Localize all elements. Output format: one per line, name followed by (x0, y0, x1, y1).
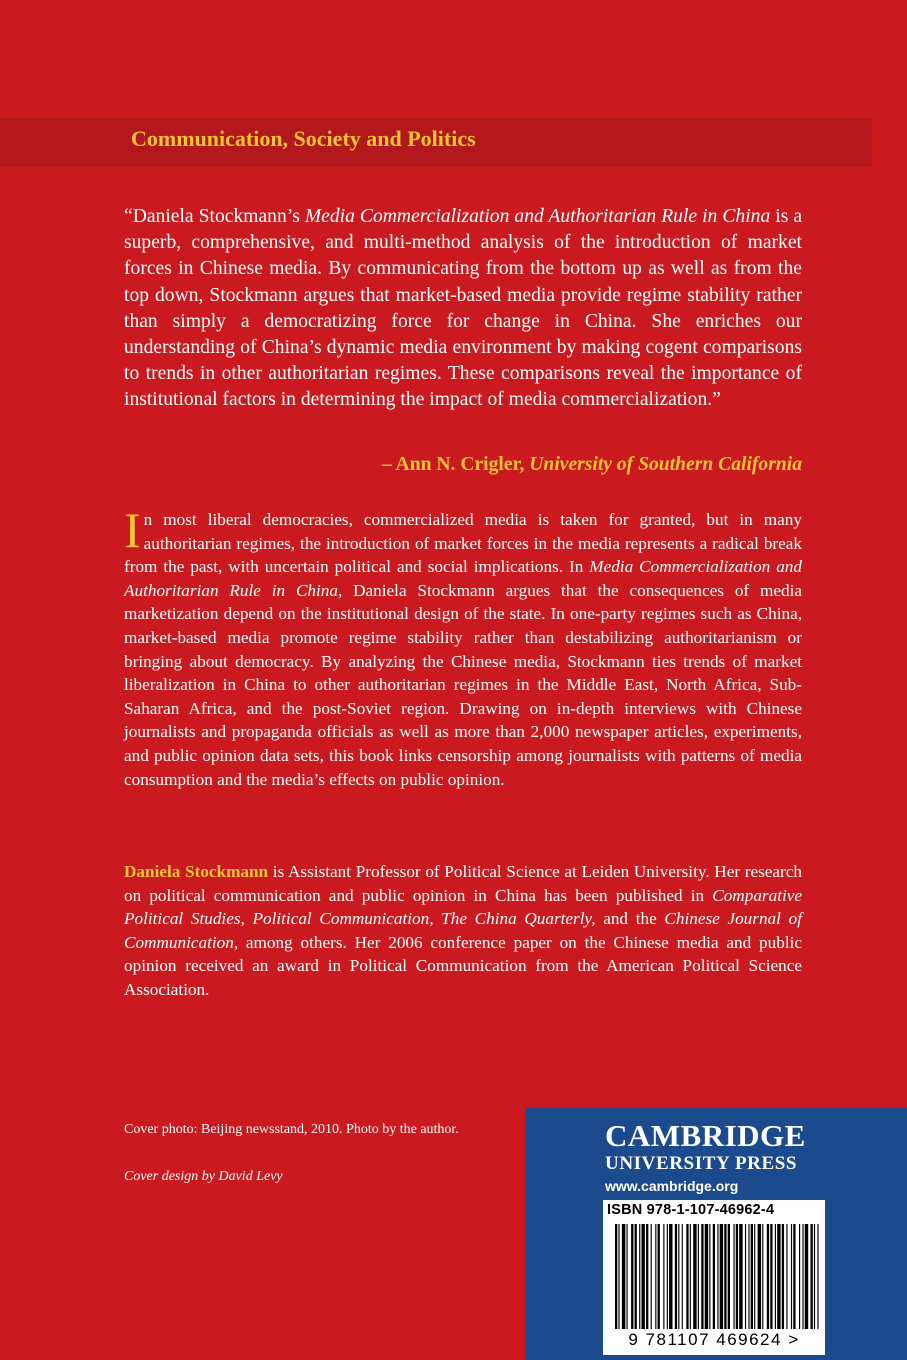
barcode-bar (667, 1224, 668, 1329)
barcode-bar (720, 1224, 723, 1329)
barcode-bar (641, 1224, 644, 1329)
barcode-bar (786, 1224, 787, 1329)
barcode-bar (739, 1224, 742, 1329)
barcode-bar (709, 1224, 710, 1329)
barcode-bar (635, 1224, 637, 1329)
barcode-bar (728, 1224, 730, 1329)
barcode-bar (627, 1224, 628, 1329)
bio-text-2: and the (595, 909, 665, 929)
ean-digits: 9 781107 469624 > (628, 1330, 800, 1349)
barcode-bar (724, 1224, 726, 1329)
quote-author: – Ann N. Crigler, (381, 454, 530, 475)
barcode-bar (701, 1224, 703, 1329)
barcode-bar (698, 1224, 699, 1329)
barcode-bar (762, 1224, 763, 1329)
barcode-bar (770, 1224, 772, 1329)
barcode-bar (748, 1224, 749, 1329)
barcode-bar (669, 1224, 672, 1329)
barcode-bar (777, 1224, 780, 1329)
quote-text: is a superb, comprehensive, and multi-method analysis of the introduction of market forces in Chinese media. By communicating from the bottom up as well as from the top down, Stockmann argues that market-based media provide regime stability rather than simply a democratizing force for change in China. She enriches our understanding of China’s dynamic media environment by making cogent comparisons to trends in other authoritarian regimes. These comparisons reveal the importance of institutional factors in determining the impact of media commercialization.” (124, 206, 803, 411)
author-name: Daniela Stockmann (124, 862, 269, 881)
barcode-bar (646, 1224, 648, 1329)
photo-credit: Cover photo: Beijing newsstand, 2010. Photo by the author. (124, 1122, 459, 1137)
barcode-bar (793, 1224, 795, 1329)
barcode-bar (736, 1224, 738, 1329)
description-book-title: Media Commercialization and Authoritarian Rule in China, (124, 557, 802, 600)
barcode-bar (686, 1224, 688, 1329)
barcode-bar (622, 1224, 625, 1329)
barcode-bar (754, 1224, 755, 1329)
publisher-press: UNIVERSITY PRESS (605, 1153, 798, 1174)
barcode-bar (615, 1224, 617, 1329)
drop-cap: I (124, 502, 141, 558)
barcode-bar (805, 1224, 808, 1329)
barcode-bar (799, 1224, 800, 1329)
quote-book-title: Media Commercialization and Authoritarian Rule in China (304, 206, 771, 227)
barcode-bar (658, 1224, 660, 1329)
author-bio (124, 860, 802, 1002)
barcode-bar (817, 1224, 818, 1329)
barcode-bar (682, 1224, 683, 1329)
barcode (615, 1224, 819, 1329)
barcode-bar (814, 1224, 815, 1329)
barcode-bar (713, 1224, 715, 1329)
barcode-bar (631, 1224, 633, 1329)
barcode-bar (791, 1224, 792, 1329)
bio-text-1: is Assistant Professor of Political Science at Leiden University. Her research on political communication and public opinion in China has been published in (124, 862, 802, 905)
barcode-panel (603, 1200, 825, 1355)
description-part-2: Daniela Stockmann argues that the consequences of media marketization depend on the institutional design of the state. In one-party regimes such as China, market-based media promote regime stability rather than destabilizing authoritarianism or bringing about democracy. By analyzing the Chinese media, Stockmann ties trends of market liberalization in China to other authoritarian regimes in the Middle East, North Africa, Sub-Saharan Africa, and the post-Soviet region. Drawing on in-depth interviews with Chinese journalists and propaganda officials as well as more than 2,000 newspaper articles, experiments, and public opinion data sets, this book links censorship among journalists with patterns of media consumption and the media’s effects on public opinion. (124, 580, 802, 789)
barcode-bar (693, 1224, 696, 1329)
quote-open: “Daniela Stockmann’s (124, 206, 305, 227)
description-part-1: n most liberal democracies, commercialized media is taken for granted, but in many authoritarian regimes, the introduction of market forces in the media represents a radical break from the past, with uncertain political and social implications. In (124, 510, 802, 577)
barcode-bar (745, 1224, 746, 1329)
bio-text-3: , among others. Her 2006 conference paper on the Chinese media and public opinion received an award in Political Communication from the American Political Science Association. (124, 932, 802, 999)
barcode-bar (678, 1224, 679, 1329)
barcode-bar (775, 1224, 776, 1329)
endorsement-quote (124, 204, 802, 414)
barcode-bar (690, 1224, 691, 1329)
barcode-bar (758, 1224, 761, 1329)
barcode-bar (767, 1224, 769, 1329)
barcode-bar (802, 1224, 803, 1329)
barcode-bar (663, 1224, 664, 1329)
design-credit: Cover design by David Levy (124, 1169, 283, 1184)
publisher-name: CAMBRIDGE (605, 1118, 806, 1153)
series-title: Communication, Society and Politics (131, 126, 476, 151)
bio-journals-1: Comparative Political Studies, Political Communication, The China Quarterly, (124, 885, 802, 929)
book-description (124, 502, 802, 791)
barcode-bar (655, 1224, 656, 1329)
publisher-box (525, 1108, 907, 1360)
isbn-label: ISBN 978-1-107-46962-4 (607, 1202, 775, 1218)
barcode-bar (782, 1224, 784, 1329)
barcode-bar (618, 1224, 619, 1329)
barcode-bar (651, 1224, 652, 1329)
barcode-bar (751, 1224, 753, 1329)
barcode-bar (675, 1224, 677, 1329)
quote-attribution (382, 454, 802, 476)
barcode-bar (705, 1224, 708, 1329)
barcode-bar (639, 1224, 640, 1329)
barcode-bar (717, 1224, 718, 1329)
quote-affiliation: University of Southern California (529, 454, 802, 475)
barcode-bar (733, 1224, 734, 1329)
publisher-url: www.cambridge.org (605, 1178, 739, 1194)
bio-journals-2: Chinese Journal of Communication (124, 909, 802, 952)
barcode-bar (811, 1224, 813, 1329)
